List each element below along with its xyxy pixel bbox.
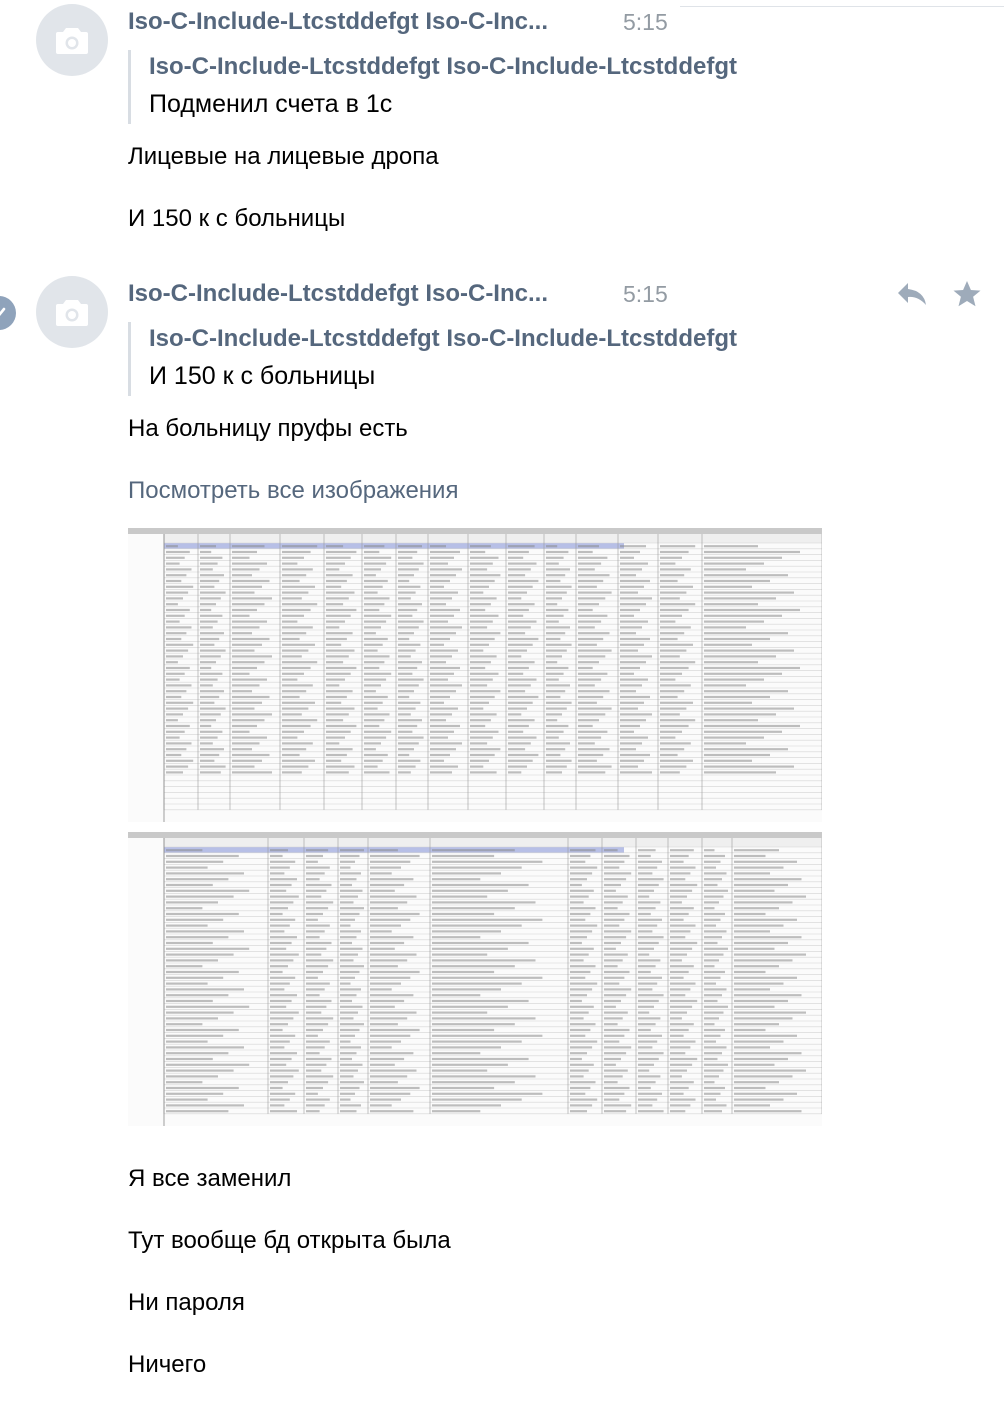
message-text: Ни пароля xyxy=(128,1289,245,1316)
author-name[interactable]: Iso-C-Include-Ltcstddefgt Iso-C-Inc... xyxy=(128,280,548,307)
message-time: 5:15 xyxy=(623,281,668,307)
camera-icon xyxy=(55,297,89,327)
message-text: На больницу пруфы есть xyxy=(128,415,408,442)
star-icon[interactable] xyxy=(952,280,982,308)
avatar[interactable] xyxy=(36,4,108,76)
attached-image[interactable] xyxy=(128,528,822,822)
author-name[interactable]: Iso-C-Include-Ltcstddefgt Iso-C-Inc... xyxy=(128,8,548,35)
message-text: Лицевые на лицевые дропа xyxy=(128,143,439,170)
message xyxy=(128,272,888,508)
quote-author: Iso-C-Include-Ltcstddefgt Iso-C-Include-Ltcstddefgt xyxy=(149,325,737,352)
message-text: Ничего xyxy=(128,1351,207,1378)
quote-text: Подменил счета в 1с xyxy=(149,90,393,118)
attached-image[interactable] xyxy=(128,832,822,1126)
quote-author: Iso-C-Include-Ltcstddefgt Iso-C-Include-Ltcstddefgt xyxy=(149,53,737,80)
message-header xyxy=(128,0,888,40)
message-continuation xyxy=(128,1162,888,1382)
quote-text: И 150 к с больницы xyxy=(149,362,376,390)
message-header xyxy=(128,272,888,312)
reply-icon[interactable] xyxy=(896,280,928,308)
spreadsheet-screenshot xyxy=(128,832,822,1126)
avatar[interactable] xyxy=(36,276,108,348)
quoted-message[interactable] xyxy=(128,322,888,396)
camera-icon xyxy=(55,25,89,55)
message-actions xyxy=(896,280,986,312)
view-all-images-link[interactable]: Посмотреть все изображения xyxy=(128,477,459,504)
message-text: Тут вообще бд открыта была xyxy=(128,1227,451,1254)
message-text: Я все заменил xyxy=(128,1165,292,1192)
quoted-message[interactable] xyxy=(128,50,888,124)
checkmark-icon xyxy=(0,304,8,322)
spreadsheet-screenshot xyxy=(128,528,822,822)
selected-checkmark[interactable] xyxy=(0,296,16,330)
message xyxy=(128,0,888,236)
message-time: 5:15 xyxy=(623,9,668,35)
message-text: И 150 к с больницы xyxy=(128,205,346,232)
